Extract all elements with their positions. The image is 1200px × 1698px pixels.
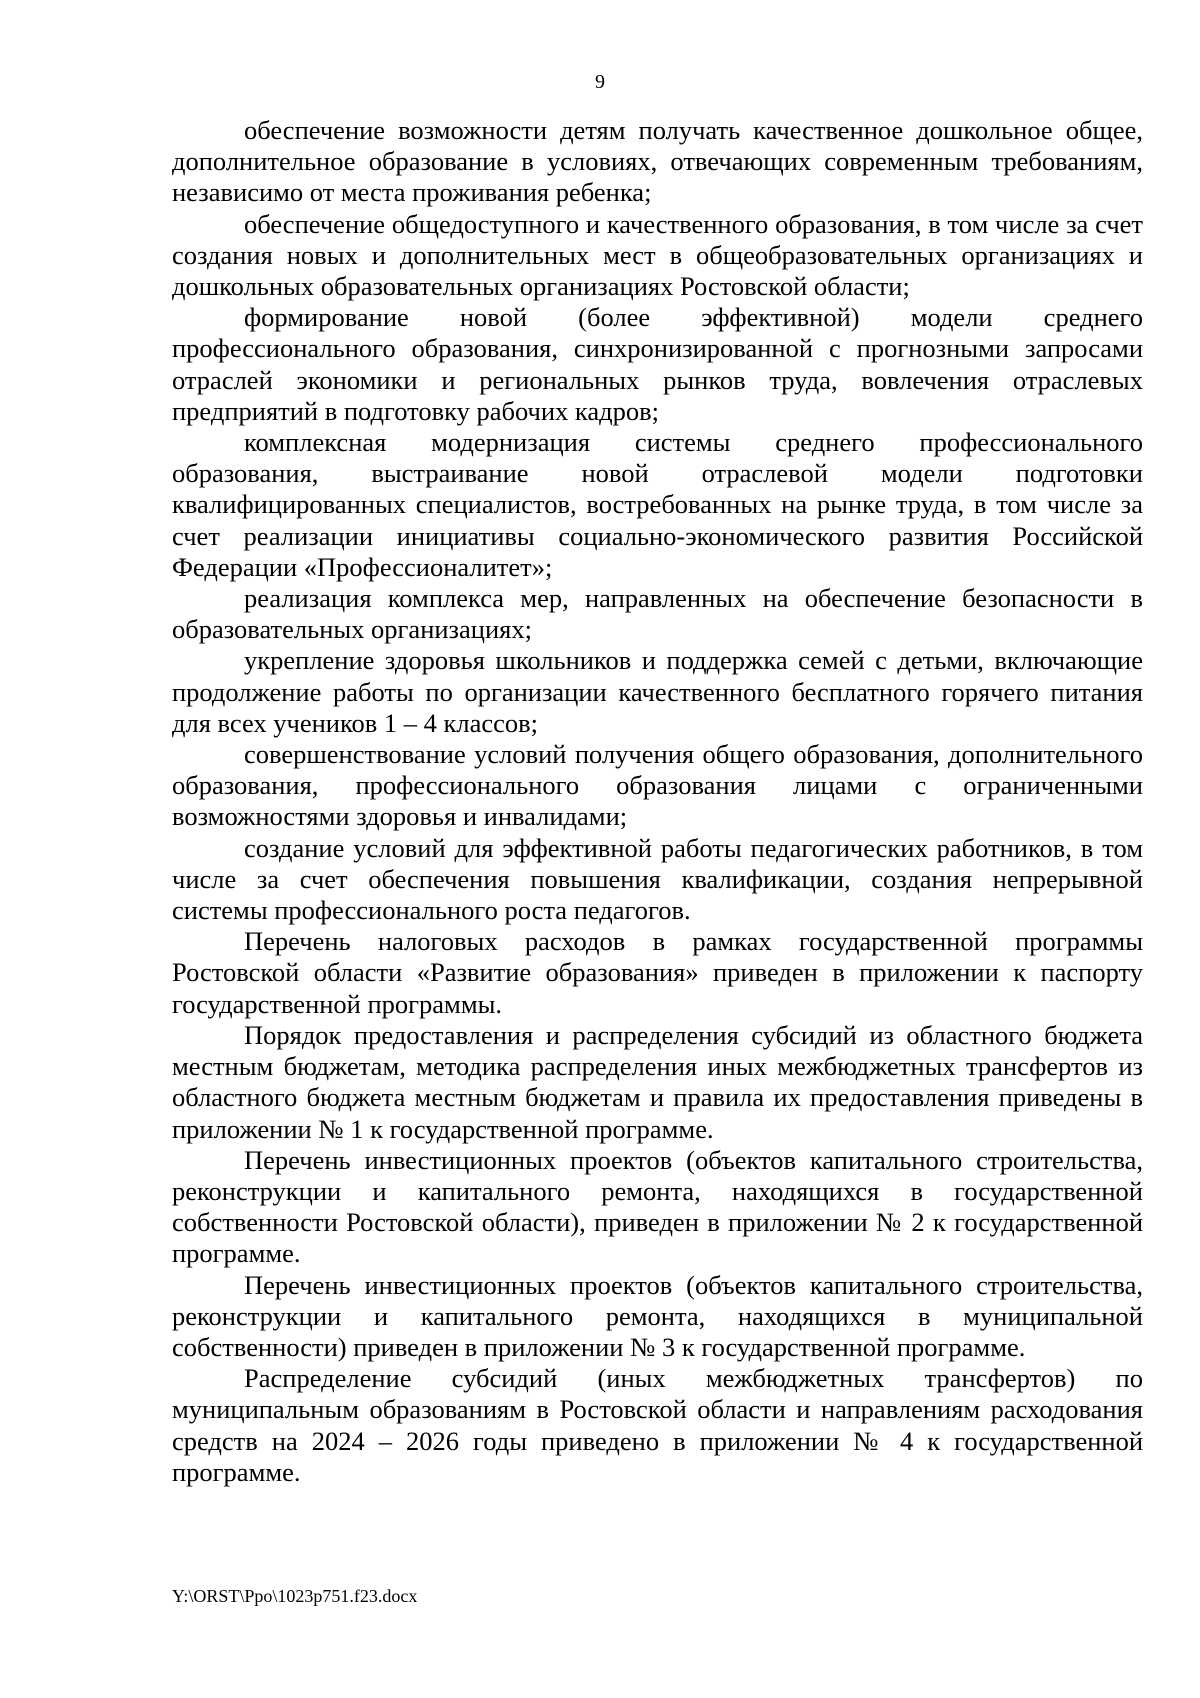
paragraph-student-health: укрепление здоровья школьников и поддержка семей с детьми, включающие продолжение работы по организации качественного бесплатного горячего питания для всех учеников 1 – 4 классов; [172, 645, 1143, 738]
paragraph-subsidies-procedure: Порядок предоставления и распределения субсидий из областного бюджета местным бюджетам, методика распределения иных межбюджетных трансфертов из областного бюджета местным бюджетам и правила их предоставления приведены в приложении № 1 к государственной программе. [172, 1019, 1143, 1144]
paragraph-general-education-places: обеспечение общедоступного и качественного образования, в том числе за счет создания новых и дополнительных мест в общеобразовательных организациях и дошкольных образовательных организациях Ростовской области; [172, 208, 1143, 302]
paragraph-municipal-investment-projects: Перечень инвестиционных проектов (объектов капитального строительства, реконструкции и капитального ремонта, находящихся в муниципальной собственности) приведен в приложении № 3 к государственной программе. [172, 1269, 1143, 1362]
paragraph-disabilities-education: совершенствование условий получения общего образования, дополнительного образования, профессионального образования лицами с ограниченными возможностями здоровья и инвалидами; [172, 739, 1143, 832]
paragraph-subsidies-distribution: Распределение субсидий (иных межбюджетных трансфертов) по муниципальным образованиям в Ростовской области и направлениям расходования средств на 2024 – 2026 годы приведено в приложении № 4 к государственной программе. [172, 1363, 1143, 1487]
paragraph-vocational-model: формирование новой (более эффективной) модели среднего профессионального образования, синхронизированной с прогнозными запросами отраслей экономики и региональных рынков труда, вовлечения отраслевых предприятий в подготовку рабочих кадров; [172, 302, 1143, 426]
paragraph-state-investment-projects: Перечень инвестиционных проектов (объектов капитального строительства, реконструкции и капитального ремонта, находящихся в государственной собственности Ростовской области), приведен в приложении № 2 к государственной программе. [172, 1144, 1143, 1269]
paragraph-tax-expenditures: Перечень налоговых расходов в рамках государственной программы Ростовской области «Развитие образования» приведен в приложении к паспорту государственной программы. [172, 926, 1143, 1019]
document-body [172, 115, 1143, 1488]
page-number: 9 [595, 71, 605, 93]
paragraph-teacher-conditions: создание условий для эффективной работы педагогических работников, в том числе за счет обеспечения повышения квалификации, создания непрерывной системы профессионального роста педагогов. [172, 832, 1143, 926]
paragraph-preschool-education: обеспечение возможности детям получать качественное дошкольное общее, дополнительное образование в условиях, отвечающих современным требованиям, независимо от места проживания ребенка; [172, 115, 1143, 208]
paragraph-vocational-modernization: комплексная модернизация системы среднего профессионального образования, выстраивание новой отраслевой модели подготовки квалифицированных специалистов, востребованных на рынке труда, в том числе за счет реализации инициативы социально-экономического развития Российской Федерации «Профессионалитет»; [172, 427, 1143, 582]
footer-file-path: Y:\ORST\Ppo\1023p751.f23.docx [172, 1586, 418, 1606]
paragraph-safety-measures: реализация комплекса мер, направленных на обеспечение безопасности в образовательных организациях; [172, 583, 1143, 645]
